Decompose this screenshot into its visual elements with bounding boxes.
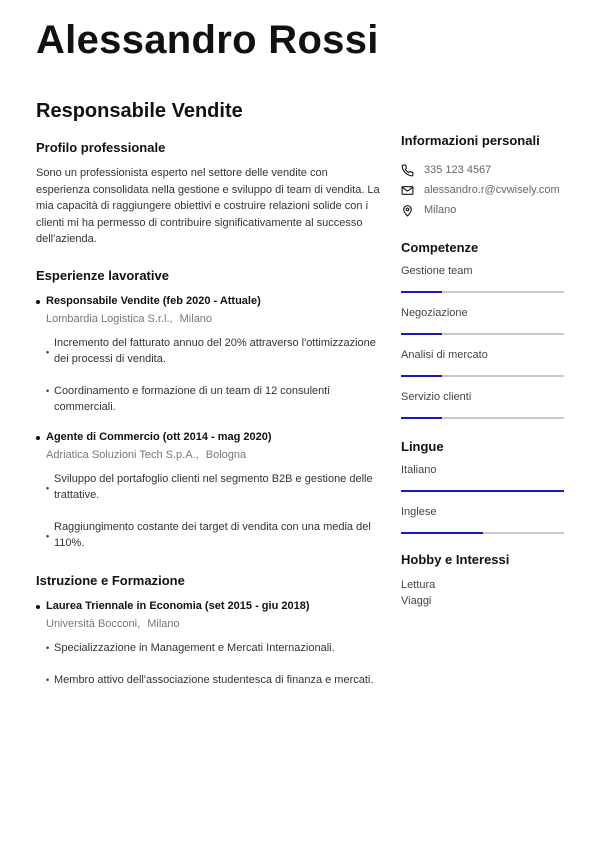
- experience-section: [36, 268, 381, 551]
- hobbies-heading: Hobby e Interessi: [401, 552, 510, 567]
- languages-section: [401, 439, 566, 534]
- school-city: Milano: [147, 617, 180, 630]
- entry-title: Agente di Commercio (ott 2014 - mag 2020): [36, 431, 381, 443]
- contact-email: [401, 180, 566, 200]
- entry-school: [36, 618, 381, 630]
- skills-section: [401, 240, 566, 419]
- skill-item: [401, 265, 566, 293]
- sidebar-column: [401, 133, 566, 609]
- skill-label: Gestione team: [401, 265, 473, 277]
- entry-title: Laurea Triennale in Economia (set 2015 - giu 2018): [36, 600, 381, 612]
- language-label: Inglese: [401, 506, 437, 518]
- languages-heading: Lingue: [401, 439, 444, 454]
- skill-bar-fill: [401, 375, 442, 377]
- entry-title: Responsabile Vendite (feb 2020 - Attuale): [36, 295, 381, 307]
- language-bar: [401, 490, 564, 492]
- email-address: alessandro.r@cvwisely.com: [424, 184, 560, 196]
- skill-bar-fill: [401, 333, 442, 335]
- bullet-item: • Sviluppo del portafoglio clienti nel segmento B2B e gestione delle trattative.: [46, 471, 381, 503]
- profile-section: [36, 140, 381, 248]
- skill-item: [401, 307, 566, 335]
- phone-number: 335 123 4567: [424, 164, 492, 176]
- skill-item: [401, 391, 566, 419]
- language-bar-fill: [401, 490, 564, 492]
- skill-bar: [401, 417, 564, 419]
- skill-item: [401, 349, 566, 377]
- skill-bar: [401, 291, 564, 293]
- phone-icon: [401, 164, 414, 177]
- hobby-list: [401, 577, 566, 609]
- candidate-name: Alessandro Rossi: [36, 18, 379, 62]
- education-entry: [36, 600, 381, 688]
- bullet-item: • Specializzazione in Management e Mercati Internazionali.: [46, 640, 381, 656]
- bullet-item: • Incremento del fatturato annuo del 20% attraverso l'ottimizzazione dei processi di vendita.: [46, 335, 381, 367]
- experience-entry: [36, 295, 381, 415]
- contact-list: [401, 160, 566, 220]
- skill-bar-fill: [401, 417, 442, 419]
- experience-heading: Esperienze lavorative: [36, 267, 169, 283]
- profile-heading: Profilo professionale: [36, 140, 166, 155]
- education-section: [36, 573, 381, 688]
- bullet-item: • Raggiungimento costante dei target di vendita con una media del 110%.: [46, 519, 381, 551]
- personal-info-heading: Informazioni personali: [401, 133, 540, 148]
- main-column: [36, 140, 381, 688]
- job-title: Responsabile Vendite: [36, 100, 243, 122]
- contact-location: [401, 200, 566, 220]
- bullet-item: • Membro attivo dell'associazione studentesca di finanza e mercati.: [46, 672, 381, 688]
- personal-info-section: [401, 133, 566, 220]
- hobby-item: Lettura: [401, 579, 436, 591]
- hobby-item: Viaggi: [401, 595, 432, 607]
- location-text: Milano: [424, 204, 457, 216]
- company-city: Bologna: [205, 448, 247, 461]
- skills-heading: Competenze: [401, 240, 479, 255]
- company-name: Lombardia Logistica S.r.l.,: [46, 312, 173, 325]
- profile-text: Sono un professionista esperto nel settore delle vendite con esperienza consolidata nella gestione e sviluppo di team di vendita. La mia capacità di raggiungere obiettivi e costruire relazioni solide con i clienti mi ha permesso di contribuire significativamente al successo dell'azienda.: [36, 167, 380, 245]
- experience-entry: [36, 431, 381, 551]
- language-item: [401, 464, 566, 492]
- mail-icon: [401, 184, 414, 197]
- skill-label: Servizio clienti: [401, 391, 472, 403]
- skill-label: Analisi di mercato: [401, 349, 488, 361]
- language-item: [401, 506, 566, 534]
- contact-phone: [401, 160, 566, 180]
- language-bar-fill: [401, 532, 483, 534]
- skill-label: Negoziazione: [401, 307, 468, 319]
- bullet-item: • Coordinamento e formazione di un team di 12 consulenti commerciali.: [46, 383, 381, 415]
- entry-company: [36, 449, 381, 461]
- entry-bullets: [36, 335, 381, 415]
- skill-bar: [401, 375, 564, 377]
- company-name: Adriatica Soluzioni Tech S.p.A.,: [46, 448, 199, 461]
- entry-bullets: [36, 471, 381, 551]
- education-heading: Istruzione e Formazione: [36, 572, 185, 588]
- entry-bullets: [36, 640, 381, 688]
- hobbies-section: [401, 552, 566, 609]
- language-bar: [401, 532, 564, 534]
- language-label: Italiano: [401, 464, 437, 476]
- entry-company: [36, 313, 381, 325]
- location-pin-icon: [401, 204, 414, 217]
- skill-bar-fill: [401, 291, 442, 293]
- company-city: Milano: [179, 312, 213, 325]
- school-name: Università Bocconi,: [46, 617, 141, 630]
- skill-bar: [401, 333, 564, 335]
